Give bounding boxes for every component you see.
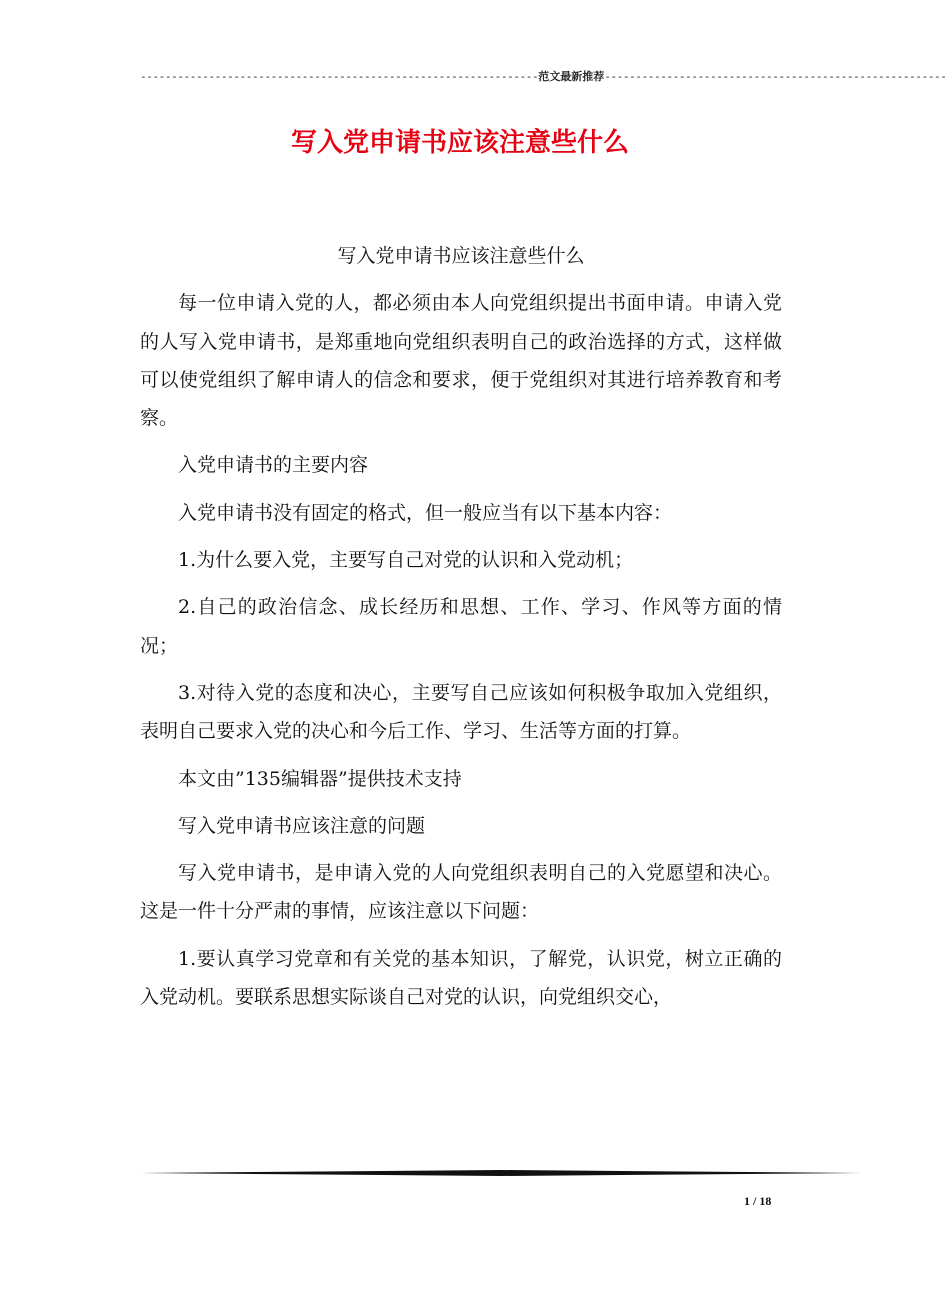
header-left-dashes: ---------------------------------------------------------------- <box>140 70 539 83</box>
section-heading: 写入党申请书应该注意的问题 <box>178 814 426 837</box>
page-header <box>140 68 947 84</box>
list-item: 1.为什么要入党，主要写自己对党的认识和入党动机； <box>178 549 634 572</box>
paragraph: 每一位申请入党的人，都必须由本人向党组织提出书面申请。申请入党的人写入党申请书，是郑重地向党组织表明自己的政治选择的方式，这样做可以使党组织了解申请人的信念和要求，便于党组织对其进行培养教育和考察。 <box>140 292 782 430</box>
header-label: 范文最新推荐 <box>538 70 605 83</box>
list-item: 2.自己的政治信念、成长经历和思想、工作、学习、作风等方面的情况； <box>140 596 782 657</box>
header-right-dashes: ------------------------------------------------------- <box>604 70 947 83</box>
footer-rule <box>140 1170 862 1176</box>
page-number: 1 / 18 <box>744 1194 772 1208</box>
section-heading: 入党申请书的主要内容 <box>178 454 369 477</box>
paragraph: 入党申请书没有固定的格式，但一般应当有以下基本内容： <box>178 501 673 524</box>
list-item: 1.要认真学习党章和有关党的基本知识，了解党，认识党，树立正确的入党动机。要联系思想实际谈自己对党的认识，向党组织交心， <box>140 947 782 1009</box>
paragraph: 写入党申请书，是申请入党的人向党组织表明自己的入党愿望和决心。这是一件十分严肃的事情，应该注意以下问题： <box>140 862 782 923</box>
document-body <box>140 237 782 1025</box>
paragraph: 本文由”135编辑器”提供技术支持 <box>178 767 462 790</box>
document-title: 写入党申请书应该注意些什么 <box>290 128 629 158</box>
list-item: 3.对待入党的态度和决心，主要写自己应该如何积极争取加入党组织，表明自己要求入党的决心和今后工作、学习、生活等方面的打算。 <box>140 681 782 743</box>
subtitle: 写入党申请书应该注意些什么 <box>337 245 585 267</box>
